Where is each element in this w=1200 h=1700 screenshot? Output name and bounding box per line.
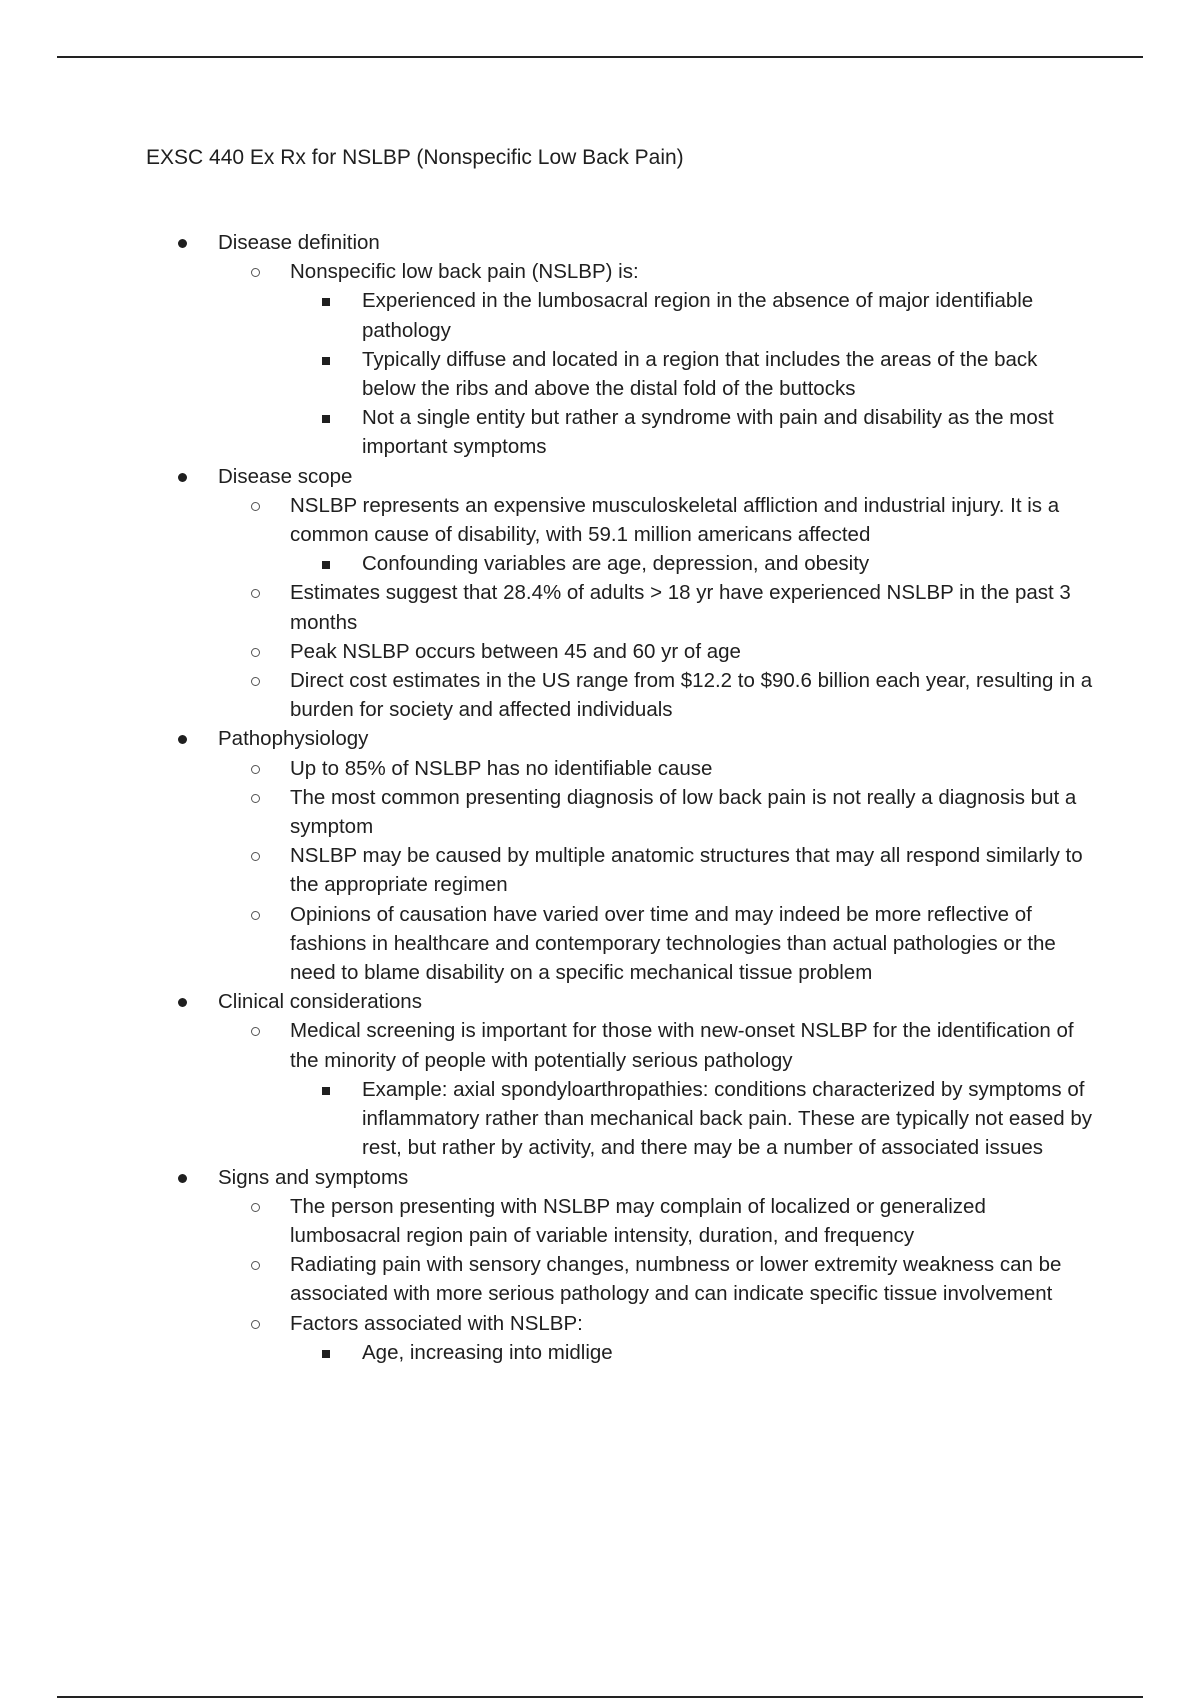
- disc-bullet-icon: [178, 1174, 187, 1183]
- list-item: [146, 900, 1096, 988]
- item-text: The person presenting with NSLBP may complain of localized or generalized lumbosacral region pain of variable intensity, duration, and frequency: [290, 1194, 986, 1247]
- item-text: Opinions of causation have varied over time and may indeed be more reflective of fashions in healthcare and contemporary technologies than actual pathologies or the need to blame disability on a specific mechanical tissue problem: [290, 902, 1056, 985]
- circle-bullet-icon: [251, 1027, 260, 1036]
- section-item: [146, 228, 1096, 462]
- section-heading: Disease scope: [218, 464, 353, 488]
- section-item: [146, 987, 1096, 1162]
- item-text: Estimates suggest that 28.4% of adults > 18 yr have experienced NSLBP in the past 3 months: [290, 581, 1071, 634]
- circle-bullet-icon: [251, 502, 260, 511]
- sub-item-text: Confounding variables are age, depression, and obesity: [362, 552, 870, 576]
- list-item: [146, 1192, 1096, 1250]
- list-item: [146, 257, 1096, 461]
- item-text: Direct cost estimates in the US range from $12.2 to $90.6 billion each year, resulting in a burden for society and affected individuals: [290, 669, 1093, 722]
- section-list: [146, 228, 1096, 1367]
- square-bullet-icon: [322, 561, 330, 569]
- sub-item-text: Age, increasing into midlige: [362, 1340, 613, 1364]
- list-item: [146, 666, 1096, 724]
- list-item: [146, 637, 1096, 666]
- circle-bullet-icon: [251, 648, 260, 657]
- document-title: EXSC 440 Ex Rx for NSLBP (Nonspecific Low Back Pain): [146, 146, 684, 169]
- disc-bullet-icon: [178, 239, 187, 248]
- disc-bullet-icon: [178, 473, 187, 482]
- circle-bullet-icon: [251, 765, 260, 774]
- list-item: [146, 1250, 1096, 1308]
- bottom-rule: [57, 1696, 1143, 1698]
- square-bullet-icon: [322, 357, 330, 365]
- sub-item-list: [146, 1338, 1096, 1367]
- sub-item-list: [146, 1075, 1096, 1163]
- square-bullet-icon: [322, 1350, 330, 1358]
- circle-bullet-icon: [251, 677, 260, 686]
- sub-list-item: [146, 286, 1096, 344]
- item-text: Nonspecific low back pain (NSLBP) is:: [290, 260, 639, 284]
- item-list: [146, 1192, 1096, 1367]
- item-text: Peak NSLBP occurs between 45 and 60 yr of age: [290, 639, 741, 663]
- item-list: [146, 491, 1096, 725]
- list-item: [146, 491, 1096, 579]
- square-bullet-icon: [322, 298, 330, 306]
- sub-list-item: [146, 403, 1096, 461]
- list-item: [146, 841, 1096, 899]
- circle-bullet-icon: [251, 911, 260, 920]
- sub-item-text: Not a single entity but rather a syndrome with pain and disability as the most important symptoms: [362, 406, 1054, 459]
- list-item: [146, 1309, 1096, 1367]
- item-text: Radiating pain with sensory changes, numbness or lower extremity weakness can be associated with more serious pathology and can indicate specific tissue involvement: [290, 1253, 1062, 1306]
- sub-list-item: [146, 1338, 1096, 1367]
- sub-item-text: Experienced in the lumbosacral region in the absence of major identifiable pathology: [362, 289, 1034, 342]
- circle-bullet-icon: [251, 1261, 260, 1270]
- item-text: Medical screening is important for those with new-onset NSLBP for the identification of the minority of people with potentially serious pathology: [290, 1019, 1074, 1072]
- circle-bullet-icon: [251, 1320, 260, 1329]
- item-text: NSLBP represents an expensive musculoskeletal affliction and industrial injury. It is a common cause of disability, with 59.1 million americans affected: [290, 493, 1060, 547]
- sub-item-text: Typically diffuse and located in a region that includes the areas of the back below the ribs and above the distal fold of the buttocks: [362, 347, 1038, 401]
- circle-bullet-icon: [251, 852, 260, 861]
- item-list: [146, 257, 1096, 461]
- circle-bullet-icon: [251, 1203, 260, 1212]
- section-heading: Signs and symptoms: [218, 1165, 409, 1189]
- sub-list-item: [146, 345, 1096, 403]
- item-text: The most common presenting diagnosis of low back pain is not really a diagnosis but a symptom: [290, 785, 1077, 839]
- sub-item-list: [146, 286, 1096, 461]
- section-item: [146, 462, 1096, 725]
- section-item: [146, 724, 1096, 987]
- item-text: Up to 85% of NSLBP has no identifiable cause: [290, 756, 713, 780]
- disc-bullet-icon: [178, 735, 187, 744]
- circle-bullet-icon: [251, 794, 260, 803]
- sub-item-list: [146, 549, 1096, 578]
- section-heading: Clinical considerations: [218, 990, 422, 1014]
- list-item: [146, 578, 1096, 636]
- section-heading: Pathophysiology: [218, 727, 369, 751]
- sub-item-text: Example: axial spondyloarthropathies: conditions characterized by symptoms of inflammatory rather than mechanical back pain. These are typically not eased by rest, but rather by activity, and there may be a number of associated issues: [362, 1077, 1093, 1160]
- list-item: [146, 783, 1096, 841]
- circle-bullet-icon: [251, 268, 260, 277]
- list-item: [146, 754, 1096, 783]
- circle-bullet-icon: [251, 589, 260, 598]
- item-text: Factors associated with NSLBP:: [290, 1311, 583, 1335]
- item-text: NSLBP may be caused by multiple anatomic structures that may all respond similarly to the appropriate regimen: [290, 844, 1083, 897]
- item-list: [146, 754, 1096, 988]
- section-item: [146, 1163, 1096, 1367]
- section-heading: Disease definition: [218, 231, 380, 254]
- sub-list-item: [146, 549, 1096, 578]
- disc-bullet-icon: [178, 998, 187, 1007]
- top-rule: [57, 56, 1143, 58]
- square-bullet-icon: [322, 1087, 330, 1095]
- item-list: [146, 1016, 1096, 1162]
- square-bullet-icon: [322, 415, 330, 423]
- sub-list-item: [146, 1075, 1096, 1163]
- document-outline: [146, 228, 1096, 1367]
- list-item: [146, 1016, 1096, 1162]
